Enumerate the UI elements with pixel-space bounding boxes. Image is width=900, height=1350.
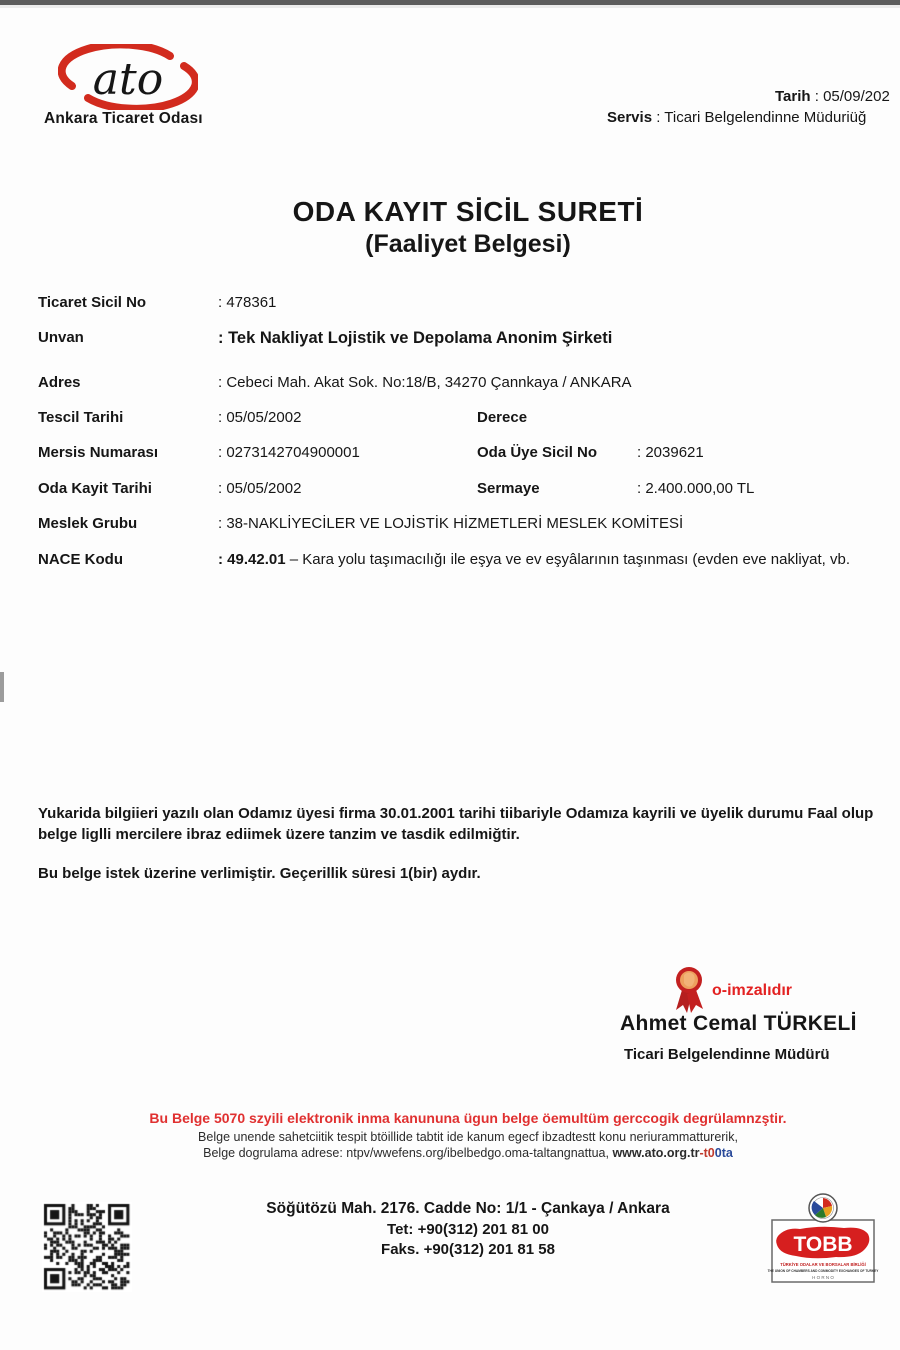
e-signature-label: o-imzalıdır — [712, 982, 793, 999]
title-line2: (Faaliyet Belgesi) — [365, 230, 571, 258]
validity-paragraph: Bu belge istek üzerine verlimiştir. Geçerillik süresi 1(bir) aydır. — [38, 865, 481, 882]
footer-tel: Tet: +90(312) 201 81 00 — [387, 1221, 549, 1238]
field-value: : 2039621 — [637, 444, 704, 461]
field-value: : 05/05/2002 — [218, 480, 302, 497]
field-label: Oda Kayit Tarihi — [38, 480, 152, 497]
signer-role: Ticari Belgelendinne Müdürü — [624, 1046, 830, 1063]
date-value: : 05/09/202 — [810, 88, 890, 105]
legal-disclaimer-line1: Bu Belge 5070 szyili elektronik inma kanununa ügun belge öemultüm gerccogik degrülamnzştir. — [149, 1110, 787, 1126]
statement-paragraph: Yukarida bilgiieri yazılı olan Odamız üyesi firma 30.01.2001 tarihi tiibariyle Odamıza kayrili ve üyelik durumu Faal olup belge liglli mercilere ibraz ediimek üzere tanzim ve tasdik edilmiğtir. — [38, 805, 874, 844]
field-value: : Cebeci Mah. Akat Sok. No:18/B, 34270 Çannkaya / ANKARA — [218, 374, 632, 391]
field-value: : 38-NAKLİYECİLER VE LOJİSTİK HİZMETLERİ MESLEK KOMİTESİ — [218, 515, 684, 532]
field-label: Unvan — [38, 329, 84, 346]
ato-url: www.ato.org.tr — [612, 1146, 700, 1160]
svg-text:H O R N O: H O R N O — [812, 1275, 834, 1280]
footer-address: Söğütözü Mah. 2176. Cadde No: 1/1 - Çankaya / Ankara — [266, 1200, 670, 1217]
org-name: Ankara Ticaret Odası — [44, 110, 203, 127]
nace-code: : 49.42.01 — [218, 551, 286, 568]
legal-disclaimer-line2: Belge unende sahetciitik tespit btöillide tabtit ide kanum egecf ibzadtestt konu neriurammatturerik, — [198, 1130, 738, 1144]
field-label: Tescil Tarihi — [38, 409, 124, 426]
field-label: Ticaret Sicil No — [38, 294, 147, 311]
verify-code-part2: 0ta — [714, 1146, 733, 1160]
ato-logo-icon — [58, 44, 198, 110]
title-line1: ODA KAYIT SİCİL SURETİ — [292, 196, 644, 227]
field-value: : Tek Nakliyat Lojistik ve Depolama Anonim Şirketi — [218, 329, 613, 347]
field-value: : 05/05/2002 — [218, 409, 302, 426]
ato-logo — [58, 44, 198, 115]
verify-code-part1: -t0 — [699, 1146, 715, 1160]
field-label: Adres — [38, 374, 81, 391]
verification-prefix: Belge dogrulama adrese: ntpv/wwefens.org/ibelbedgo.oma-taltangnattua, — [203, 1146, 613, 1160]
service-value: : Ticari Belgelendinne Müduriüğ — [652, 109, 867, 126]
footer-fax: Faks. +90(312) 201 81 58 — [381, 1241, 555, 1258]
field-label: Oda Üye Sicil No — [477, 444, 598, 461]
field-value — [218, 551, 850, 568]
service-line — [607, 109, 866, 126]
field-value: : 0273142704900001 — [218, 444, 360, 461]
scan-top-bar-shade — [0, 5, 900, 8]
service-label: Servis — [607, 109, 653, 126]
field-label: NACE Kodu — [38, 551, 123, 568]
scan-edge-artifact — [0, 672, 4, 702]
tobb-logo — [766, 1192, 880, 1297]
signer-name: Ahmet Cemal TÜRKELİ — [620, 1012, 857, 1035]
field-label: Sermaye — [477, 480, 540, 497]
svg-text:THE UNION OF CHAMBERS AND COMM: THE UNION OF CHAMBERS AND COMMODITY EXCHANGES OF TURKEY — [767, 1269, 879, 1273]
svg-text:TOBB: TOBB — [793, 1233, 853, 1256]
date-label: Tarih — [775, 88, 811, 105]
field-label: Mersis Numarası — [38, 444, 159, 461]
date-line — [775, 88, 890, 105]
field-label: Derece — [477, 409, 528, 426]
verification-line — [0, 1146, 900, 1160]
tobb-logo-icon — [766, 1192, 880, 1292]
svg-text:ato: ato — [92, 54, 164, 105]
svg-text:TÜRKİYE ODALAR VE BORSALAR BİR: TÜRKİYE ODALAR VE BORSALAR BİRLİĞİ — [780, 1262, 866, 1267]
field-label: Meslek Grubu — [38, 515, 138, 532]
nace-description: – Kara yolu taşımacılığı ile eşya ve ev eşyâlarının taşınması (evden eve nakliyat, vb. — [285, 551, 851, 568]
document-title — [0, 196, 900, 259]
field-value: : 478361 — [218, 294, 277, 311]
field-value: : 2.400.000,00 TL — [637, 480, 755, 497]
